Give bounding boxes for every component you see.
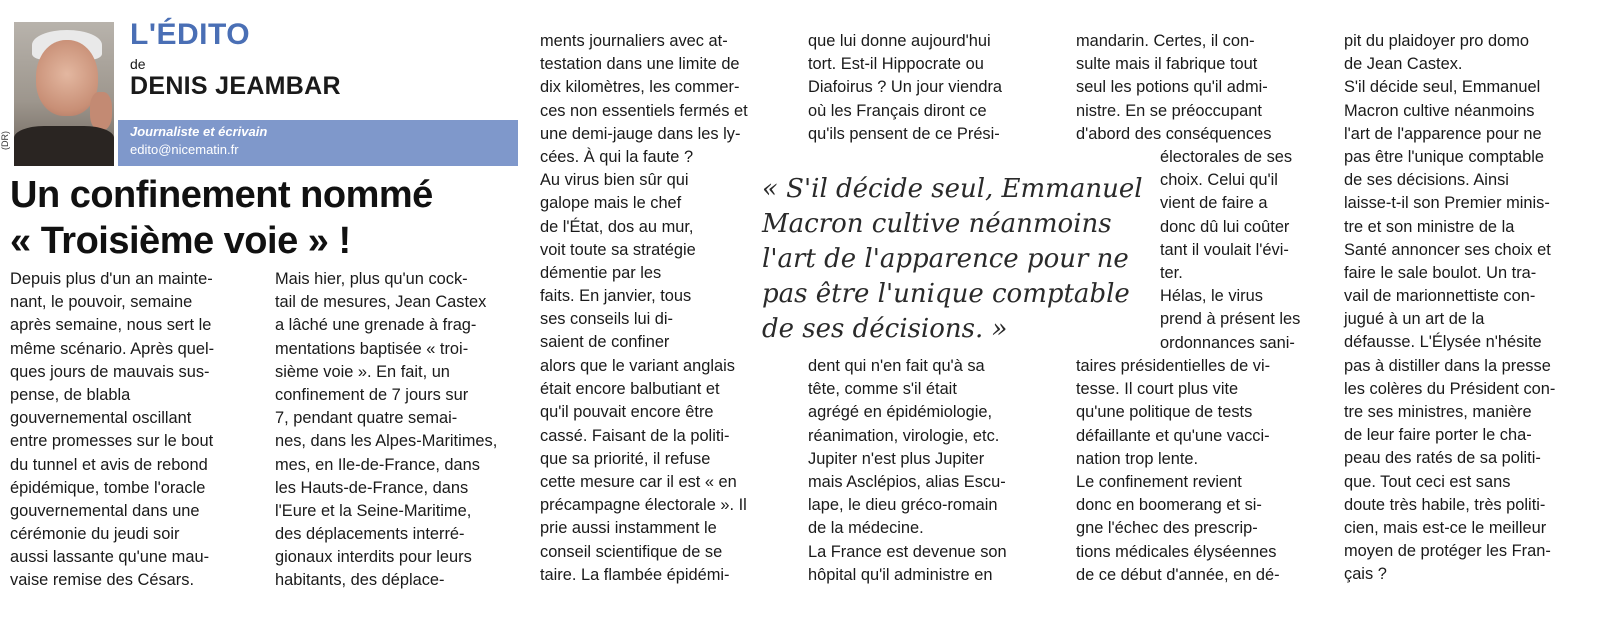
text-line: La France est devenue son bbox=[808, 542, 1007, 561]
text-line: qu'il pouvait encore être bbox=[540, 403, 714, 422]
text-line: gouvernemental dans une bbox=[10, 501, 200, 520]
text-line: lape, le dieu gréco-romain bbox=[808, 496, 998, 515]
text-line: faits. En janvier, tous bbox=[540, 287, 692, 306]
article-column-5-middle bbox=[1160, 146, 1300, 355]
text-line: pas être l'unique comptable bbox=[1344, 147, 1544, 166]
text-line: ques jours de mauvais sus- bbox=[10, 362, 210, 381]
text-line: agrégé en épidémiologie, bbox=[808, 403, 993, 422]
text-line: cien, mais est-ce le meilleur bbox=[1344, 518, 1547, 537]
text-line: entre promesses sur le bout bbox=[10, 432, 214, 451]
text-line: dent qui n'en fait qu'à sa bbox=[808, 357, 985, 375]
text-line: du tunnel et avis de rebond bbox=[10, 455, 208, 474]
text-line: ses conseils lui di- bbox=[540, 310, 673, 329]
text-line: de ses décisions. » bbox=[762, 314, 1008, 344]
text-line: ments journaliers avec at- bbox=[540, 32, 728, 50]
text-line: d'abord des conséquences bbox=[1076, 124, 1272, 143]
text-line: réanimation, virologie, etc. bbox=[808, 426, 1000, 445]
text-line: était encore balbutiant et bbox=[540, 380, 720, 399]
text-line: nes, dans les Alpes-Maritimes, bbox=[275, 432, 498, 451]
text-line: pense, de blabla bbox=[10, 385, 131, 404]
text-line: que sa priorité, il refuse bbox=[540, 449, 711, 468]
text-line: tête, comme s'il était bbox=[808, 380, 957, 399]
text-line: mais Asclépios, alias Escu- bbox=[808, 472, 1006, 491]
text-line: alors que le variant anglais bbox=[540, 357, 735, 375]
text-line: gne l'échec des prescrip- bbox=[1076, 519, 1258, 538]
text-line: seul les potions qu'il admi- bbox=[1076, 78, 1268, 97]
article-column-3-top bbox=[540, 30, 748, 355]
text-line: gionaux interdits pour leurs bbox=[275, 548, 472, 567]
text-line: défausse. L'Élysée n'hésite bbox=[1344, 333, 1542, 352]
text-line: les colères du Président con- bbox=[1344, 379, 1556, 398]
text-line: testation dans une limite de bbox=[540, 55, 740, 74]
text-line: Hélas, le virus bbox=[1160, 287, 1263, 306]
text-line: 7, pendant quatre semai- bbox=[275, 409, 458, 428]
text-line: Au virus bien sûr qui bbox=[540, 171, 689, 190]
text-line: dix kilomètres, les commer- bbox=[540, 78, 740, 97]
text-line: taires présidentielles de vi- bbox=[1076, 357, 1271, 375]
text-line: nistre. En se préoccupant bbox=[1076, 101, 1262, 120]
text-line: Depuis plus d'un an mainte- bbox=[10, 270, 213, 288]
text-line: cassé. Faisant de la politi- bbox=[540, 426, 730, 445]
author-role: Journaliste et écrivain bbox=[130, 124, 268, 139]
text-line: de Jean Castex. bbox=[1344, 55, 1463, 74]
text-line: Macron cultive néanmoins bbox=[1344, 101, 1535, 120]
text-line: ter. bbox=[1160, 263, 1183, 282]
text-line: aussi lassante qu'une mau- bbox=[10, 548, 210, 567]
text-line: nation trop lente. bbox=[1076, 449, 1199, 468]
text-line: Santé annoncer ses choix et bbox=[1344, 240, 1551, 259]
text-line: même scénario. Après quel- bbox=[10, 339, 215, 358]
text-line: a lâché une grenade à frag- bbox=[275, 316, 477, 335]
text-line: voit toute sa stratégie bbox=[540, 240, 696, 259]
article-column-4-top bbox=[808, 30, 1002, 146]
headline-line-1: Un confinement nommé bbox=[10, 174, 433, 216]
author-name: DENIS JEAMBAR bbox=[130, 72, 341, 100]
text-line: tant il voulait l'évi- bbox=[1160, 240, 1289, 259]
text-line: nant, le pouvoir, semaine bbox=[10, 293, 193, 312]
text-line: taire. La flambée épidémi- bbox=[540, 565, 730, 584]
text-line: défaillante et qu'une vacci- bbox=[1076, 426, 1270, 445]
section-label: L'ÉDITO bbox=[130, 18, 251, 51]
author-email[interactable]: edito@nicematin.fr bbox=[130, 142, 239, 157]
text-line: mandarin. Certes, il con- bbox=[1076, 32, 1255, 50]
text-line: ces non essentiels fermés et bbox=[540, 101, 748, 120]
article-column-6 bbox=[1344, 30, 1555, 587]
headline bbox=[10, 172, 530, 264]
article-column-4-bottom bbox=[808, 355, 1007, 587]
text-line: S'il décide seul, Emmanuel bbox=[1344, 78, 1541, 97]
article-column-3-bottom bbox=[540, 355, 747, 587]
text-line: laisse-t-il son Premier minis- bbox=[1344, 194, 1550, 213]
text-line: après semaine, nous sert le bbox=[10, 316, 212, 335]
text-line: précampagne électorale ». Il bbox=[540, 496, 747, 515]
text-line: de ses décisions. Ainsi bbox=[1344, 171, 1509, 190]
pull-quote bbox=[762, 172, 1142, 347]
text-line: pas à distiller dans la presse bbox=[1344, 356, 1551, 375]
text-line: hôpital qu'il administre en bbox=[808, 565, 993, 584]
article-column-5-top bbox=[1076, 30, 1271, 146]
text-line: les Hauts-de-France, dans bbox=[275, 478, 469, 497]
author-photo bbox=[14, 22, 114, 166]
text-line: tail de mesures, Jean Castex bbox=[275, 293, 487, 312]
text-line: Macron cultive néanmoins bbox=[762, 209, 1112, 239]
text-line: conseil scientifique de se bbox=[540, 542, 723, 561]
text-line: prend à présent les bbox=[1160, 310, 1301, 329]
photo-credit: (DR) bbox=[0, 131, 10, 150]
text-line: épidémique, tombe l'oracle bbox=[10, 478, 206, 497]
text-line: Mais hier, plus qu'un cock- bbox=[275, 270, 468, 288]
text-line: tesse. Il court plus vite bbox=[1076, 380, 1239, 399]
text-line: l'art de l'apparence pour ne bbox=[1344, 124, 1542, 143]
text-line: électorales de ses bbox=[1160, 148, 1293, 166]
text-line: démentie par les bbox=[540, 263, 662, 282]
text-line: confinement de 7 jours sur bbox=[275, 385, 469, 404]
text-line: habitants, des déplace- bbox=[275, 571, 445, 590]
article-column-2 bbox=[275, 268, 497, 593]
text-line: tre et son ministre de la bbox=[1344, 217, 1515, 236]
text-line: donc dû lui coûter bbox=[1160, 217, 1290, 236]
text-line: cérémonie du jeudi soir bbox=[10, 525, 180, 544]
photo-face bbox=[36, 40, 98, 116]
text-line: vient de faire a bbox=[1160, 194, 1268, 213]
text-line: vail de marionnettiste con- bbox=[1344, 287, 1536, 306]
text-line: vaise remise des Césars. bbox=[10, 571, 195, 590]
text-line: jugué à un art de la bbox=[1344, 310, 1485, 329]
text-line: une demi-jauge dans les ly- bbox=[540, 124, 741, 143]
text-line: de leur faire porter le cha- bbox=[1344, 426, 1532, 445]
text-line: sulte mais il fabrique tout bbox=[1076, 55, 1258, 74]
headline-line-2: « Troisième voie » ! bbox=[10, 220, 351, 262]
text-line: l'Eure et la Seine-Maritime, bbox=[275, 501, 472, 520]
text-line: « S'il décide seul, Emmanuel bbox=[762, 174, 1143, 204]
photo-shirt bbox=[14, 126, 114, 166]
text-line: tort. Est-il Hippocrate ou bbox=[808, 55, 984, 74]
text-line: de l'État, dos au mur, bbox=[540, 217, 694, 236]
text-line: gouvernemental oscillant bbox=[10, 409, 192, 428]
text-line: que lui donne aujourd'hui bbox=[808, 32, 991, 50]
text-line: sième voie ». En fait, un bbox=[275, 362, 450, 381]
text-line: Diafoirus ? Un jour viendra bbox=[808, 78, 1003, 97]
photo-hand bbox=[90, 92, 112, 130]
text-line: doute très habile, très politi- bbox=[1344, 495, 1546, 514]
text-line: galope mais le chef bbox=[540, 194, 682, 213]
text-line: çais ? bbox=[1344, 565, 1387, 584]
text-line: qu'une politique de tests bbox=[1076, 403, 1253, 422]
text-line: ordonnances sani- bbox=[1160, 333, 1295, 352]
text-line: mentations baptisée « troi- bbox=[275, 339, 469, 358]
text-line: choix. Celui qu'il bbox=[1160, 171, 1278, 190]
text-line: cées. À qui la faute ? bbox=[540, 147, 694, 166]
text-line: Le confinement revient bbox=[1076, 472, 1242, 491]
text-line: de ce début d'année, en dé- bbox=[1076, 565, 1280, 584]
text-line: tions médicales élyséennes bbox=[1076, 542, 1277, 561]
text-line: où les Français diront ce bbox=[808, 101, 987, 120]
article-column-5-bottom bbox=[1076, 355, 1280, 587]
byline-de: de bbox=[130, 56, 146, 72]
text-line: l'art de l'apparence pour ne bbox=[762, 244, 1129, 274]
text-line: tre ses ministres, manière bbox=[1344, 403, 1532, 421]
text-line: des déplacements interré- bbox=[275, 525, 465, 544]
text-line: moyen de protéger les Fran- bbox=[1344, 542, 1551, 561]
article-column-1 bbox=[10, 268, 214, 593]
text-line: peau des ratés de sa politi- bbox=[1344, 449, 1541, 468]
text-line: saient de confiner bbox=[540, 333, 670, 352]
text-line: pas être l'unique comptable bbox=[762, 279, 1130, 309]
text-line: prie aussi instamment le bbox=[540, 519, 717, 538]
text-line: cette mesure car il est « en bbox=[540, 472, 737, 491]
text-line: de la médecine. bbox=[808, 519, 924, 538]
text-line: qu'ils pensent de ce Prési- bbox=[808, 124, 1000, 143]
text-line: Jupiter n'est plus Jupiter bbox=[808, 449, 985, 468]
text-line: mes, en Ile-de-France, dans bbox=[275, 455, 480, 474]
text-line: pit du plaidoyer pro domo bbox=[1344, 32, 1529, 50]
text-line: donc en boomerang et si- bbox=[1076, 496, 1262, 515]
text-line: faire le sale boulot. Un tra- bbox=[1344, 263, 1537, 282]
text-line: que. Tout ceci est sans bbox=[1344, 472, 1511, 491]
